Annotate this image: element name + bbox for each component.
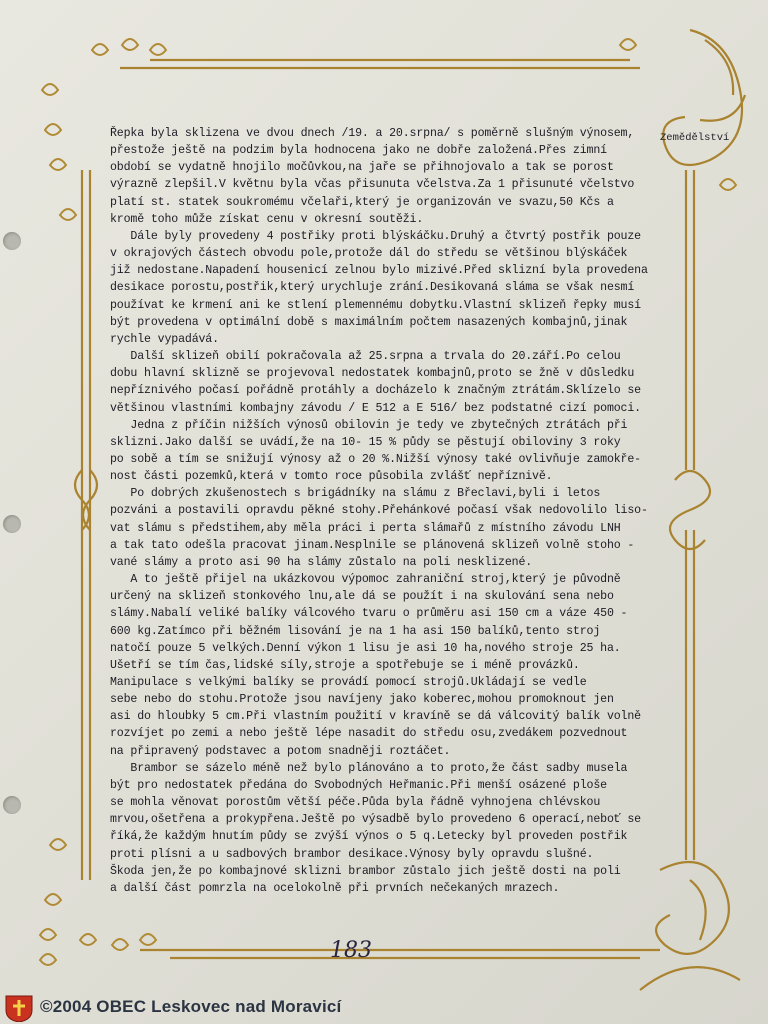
text-line: přestože ještě na podzim byla hodnocena jako ne dobře založená.Přes zimní bbox=[110, 144, 607, 158]
text-line: A to ještě přijel na ukázkovou výpomoc zahraniční stroj,který je původně bbox=[110, 573, 621, 587]
text-line: na připravený podstavec a potom snadněji roztáčet. bbox=[110, 744, 451, 758]
text-line: rychle vypadává. bbox=[110, 332, 219, 346]
text-line: určený na sklizeň stonkového lnu,ale dá se použít i na skulování sena nebo bbox=[110, 590, 614, 604]
text-line: používat ke krmení ani ke stlení plemennému dobytku.Vlastní sklizeň řepky musí bbox=[110, 298, 641, 312]
text-line: v okrajových částech obvodu pole,protože dál do středu se většinou blýskáček bbox=[110, 247, 628, 261]
text-line: většinou vlastními kombajny závodu / E 512 a E 516/ bez podstatné cizí pomoci. bbox=[110, 401, 641, 415]
text-line: Ušetří se tím čas,lidské síly,stroje a spotřebuje se i méně provázků. bbox=[110, 658, 580, 672]
text-line: dobu hlavní sklizně se projevoval nedostatek kombajnů,proto se žně v důsledku bbox=[110, 367, 635, 381]
text-line: Další sklizeň obilí pokračovala až 25.srpna a trvala do 20.září.Po celou bbox=[110, 350, 621, 364]
text-line: Dále byly provedeny 4 postřiky proti blýskáčku.Druhý a čtvrtý postřik pouze bbox=[110, 229, 641, 243]
text-line: mrvou,ošetřena a prokypřena.Ještě po výsadbě bylo provedeno 6 operací,neboť se bbox=[110, 813, 641, 827]
text-line: slámy.Nabalí veliké balíky válcového tvaru o průměru asi 150 cm a váze 450 - bbox=[110, 607, 628, 621]
text-line: po sobě a tím se snižují výnosy až o 20 %.Nižší výnosy také ovlivňuje zamokře- bbox=[110, 452, 641, 466]
text-line: již nedostane.Napadení housenicí zelnou bylo mizivé.Před sklizní byla provedena bbox=[110, 264, 648, 278]
text-line: asi do hloubky 5 cm.Při vlastním použití v kravíně se dá válcovitý balík volně bbox=[110, 710, 641, 724]
text-line: kromě toho může získat cenu v okresní soutěži. bbox=[110, 212, 424, 226]
text-line: proti plísni a u sadbových brambor desikace.Výnosy byly opravdu slušné. bbox=[110, 847, 594, 861]
text-line: a tak tato odešla pracovat jinam.Nesplnile se plánovená sklizeň volně stoho - bbox=[110, 538, 635, 552]
text-line: Řepka byla sklizena ve dvou dnech /19. a 20.srpna/ s poměrně slušným výnosem, bbox=[110, 127, 635, 140]
typed-text-body bbox=[110, 125, 648, 897]
text-line: desikace porostu,postřik,který urychluje zrání.Desikovaná sláma se však nesmí bbox=[110, 281, 635, 295]
text-line: Škoda jen,že po kombajnové sklizni brambor zůstalo jich ještě dosti na poli bbox=[110, 864, 621, 878]
text-line: nost části pozemků,která v tomto roce působila zvlášť nepříznivě. bbox=[110, 470, 553, 484]
text-line: říká,že každým hnutím půdy se zvýší výnos o 5 q.Letecky byl proveden postřik bbox=[110, 830, 628, 844]
text-line: rozvíjet po zemi a nebo ještě lépe nasadit do středu osu,zvedákem pozvednout bbox=[110, 727, 628, 741]
text-line: se mohla věnovat porostům větší péče.Půda byla řádně vyhnojena chlévskou bbox=[110, 796, 601, 810]
text-line: natočí pouze 5 velkých.Denní výkon 1 lisu je asi 10 ha,nového stroje 25 ha. bbox=[110, 641, 621, 655]
footer-bar bbox=[0, 992, 768, 1024]
text-line: sebe nebo do stohu.Protože jsou navíjeny jako koberec,mohou promoknout jen bbox=[110, 693, 614, 707]
text-line: sklizni.Jako další se uvádí,že na 10- 15 % půdy se pěstují obiloviny 3 roky bbox=[110, 435, 621, 449]
text-line: nepříznivého počasí pořádně protáhly a docházelo k značným ztrátám.Sklízelo se bbox=[110, 384, 641, 398]
text-line: Jedna z příčin nižších výnosů obilovin je tedy ve zbytečných ztrátách při bbox=[110, 418, 628, 432]
text-line: platí st. statek soukromému včelaři,který je organizován ve svazu,50 Kčs a bbox=[110, 195, 614, 209]
text-line: Manipulace s velkými balíky se provádí pomocí strojů.Ukládají se vedle bbox=[110, 676, 587, 689]
text-line: být provedena v optimální době s maximálním počtem nasazených kombajnů,jinak bbox=[110, 315, 628, 329]
text-line: být pro nedostatek předána do Svobodných Heřmanic.Při menší osázené ploše bbox=[110, 778, 607, 792]
municipality-logo-icon bbox=[2, 994, 36, 1022]
text-line: a další část pomrzla na ocelokolně při prvních nečekaných mrazech. bbox=[110, 881, 560, 895]
page-number: 183 bbox=[330, 938, 372, 963]
text-line: 600 kg.Zatímco při běžném lisování je na 1 ha asi 150 balíků,tento stroj bbox=[110, 624, 601, 638]
text-line: Po dobrých zkušenostech s brigádníky na slámu z Břeclavi,byli i letos bbox=[110, 487, 601, 501]
text-line: vané slámy a proto asi 90 ha slámy zůstalo na poli nesklizené. bbox=[110, 555, 533, 569]
text-line: vat slámu s předstihem,aby měla práci i perta slámařů z místního závodu LNH bbox=[110, 521, 621, 535]
copyright-text: ©2004 OBEC Leskovec nad Moravicí bbox=[40, 997, 342, 1016]
text-line: období se vydatně hnojilo močůvkou,na jaře se přihnojovalo a tak se porost bbox=[110, 161, 614, 175]
text-line: výrazně zlepšil.V květnu byla včas přisunuta včelstva.Za 1 přisunuté včelstvo bbox=[110, 178, 635, 192]
margin-section-label: Zemědělství bbox=[660, 132, 730, 144]
text-line: pozváni a postavili opravdu pěkné stohy.Přehánkové počasí však nedovolilo liso- bbox=[110, 504, 648, 518]
text-line: Brambor se sázelo méně než bylo plánováno a to proto,že část sadby musela bbox=[110, 761, 628, 775]
